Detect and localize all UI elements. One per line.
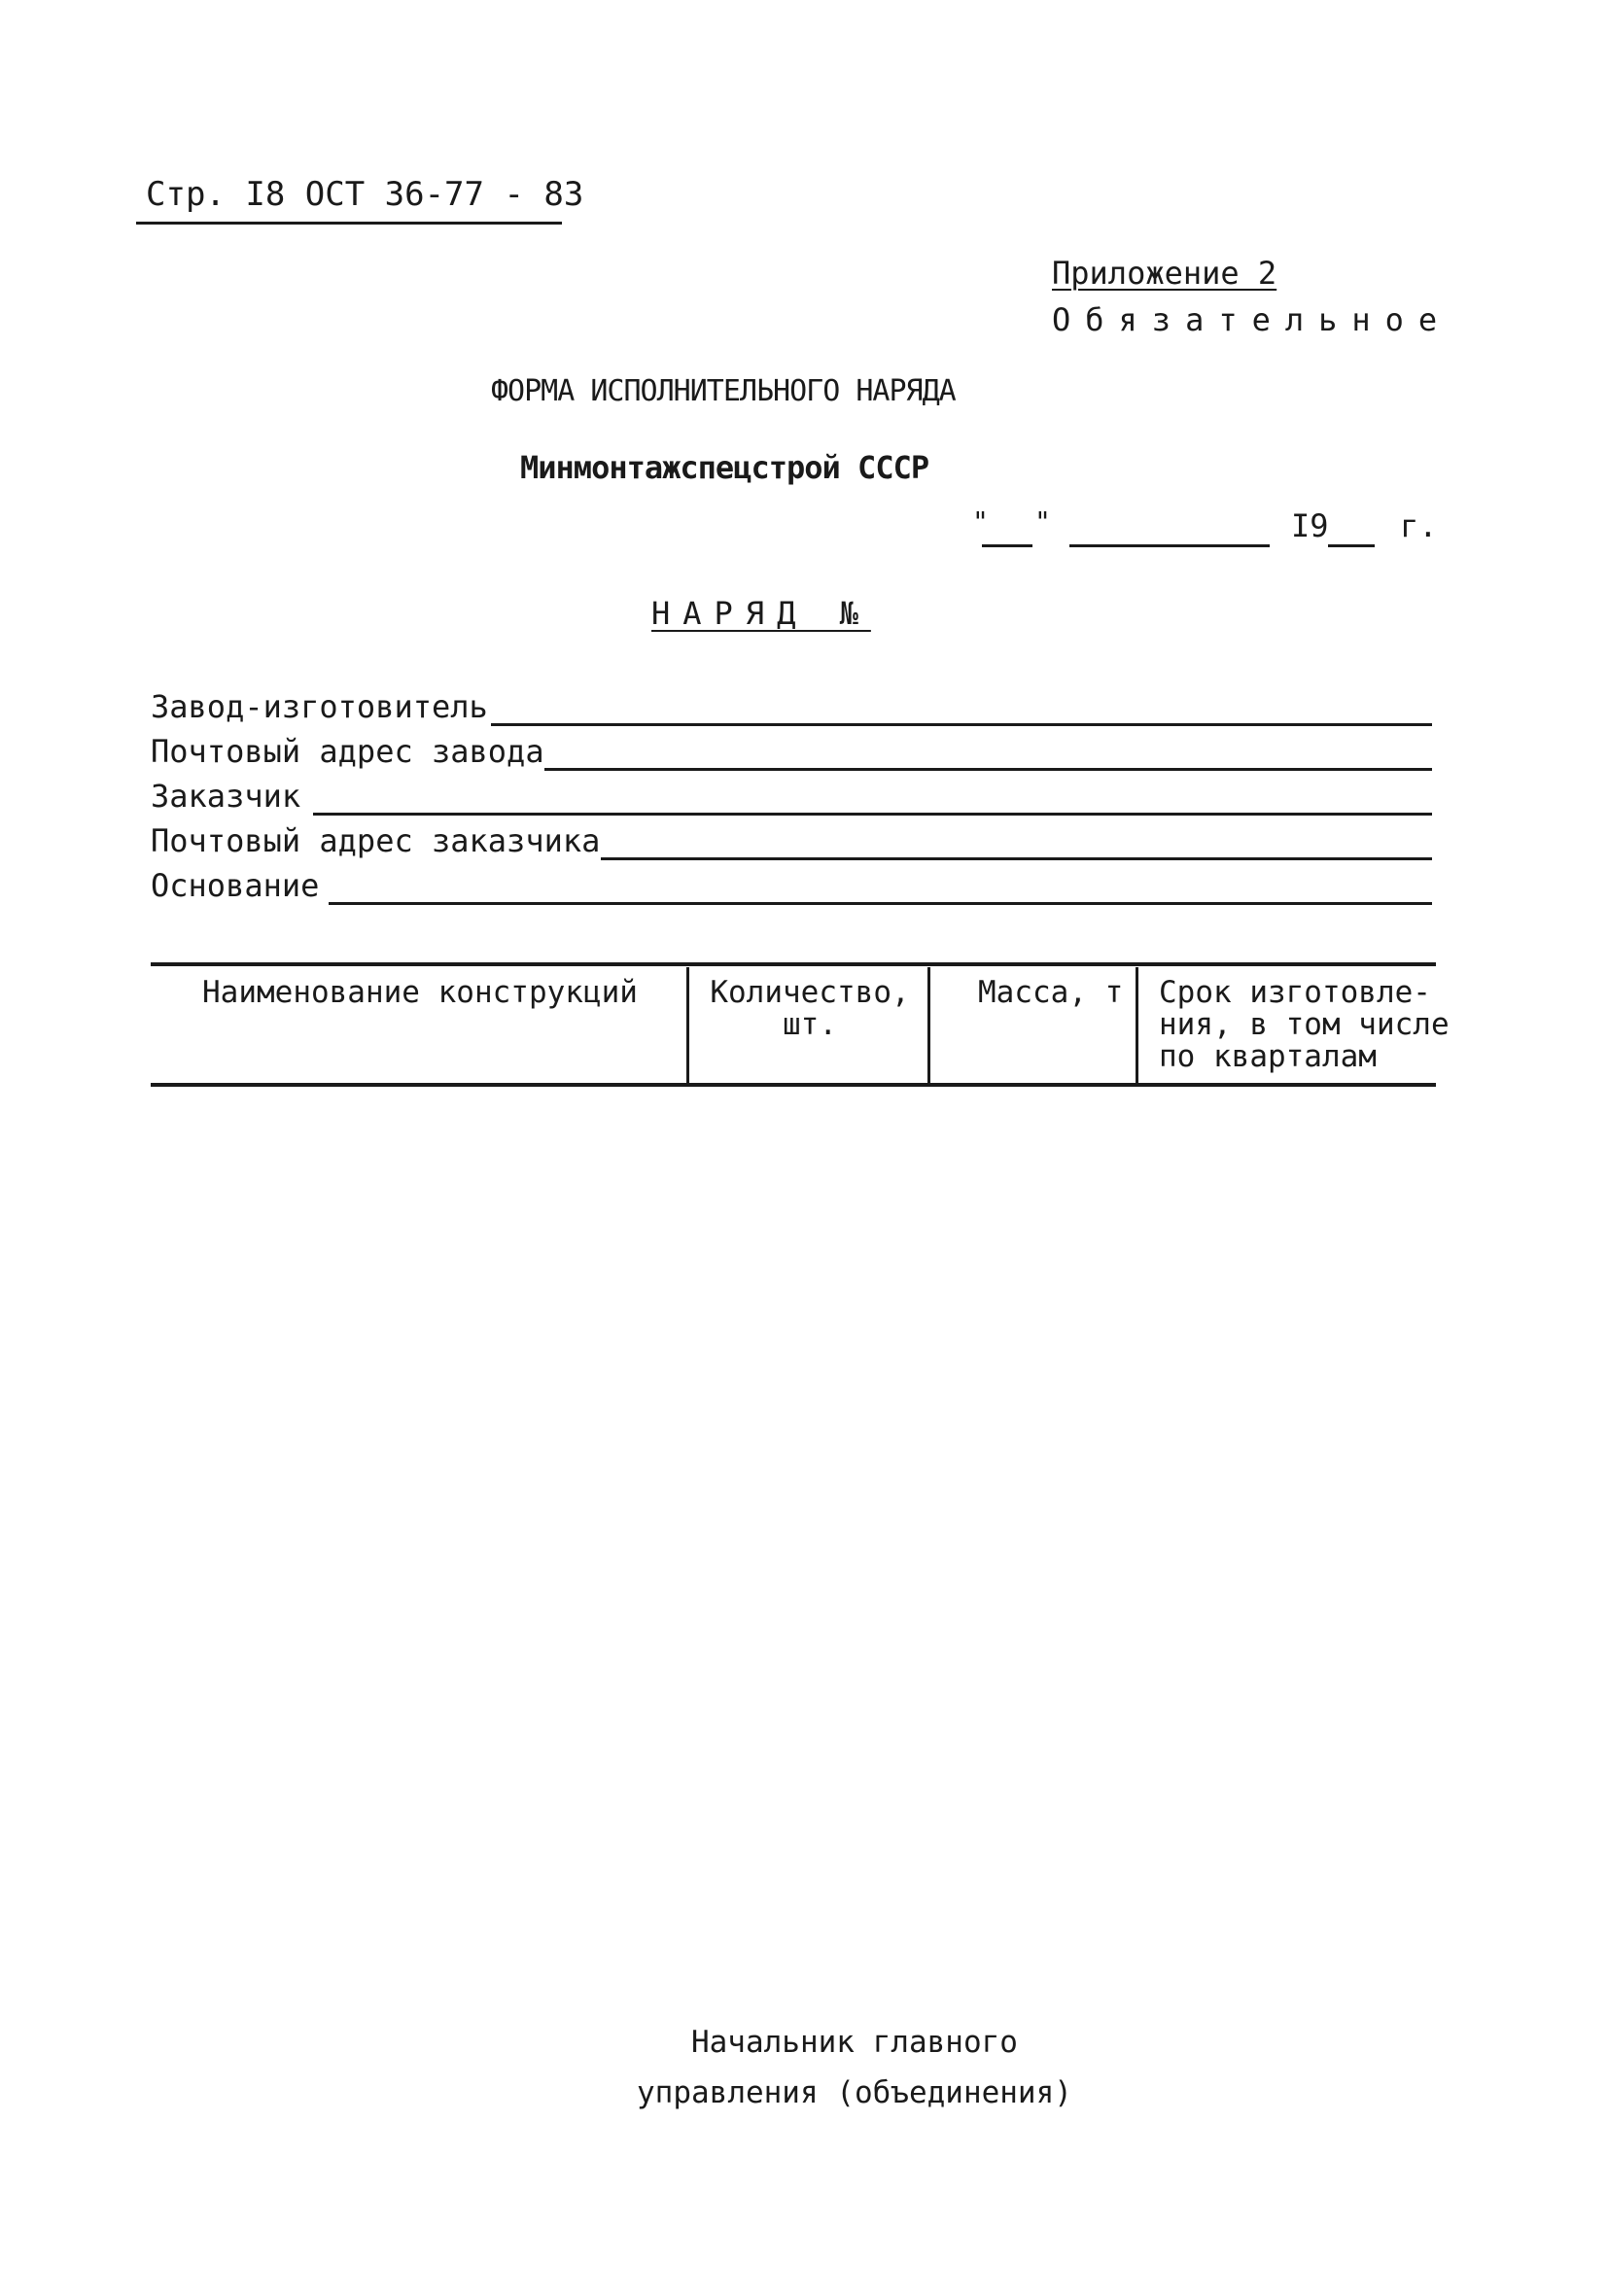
field-label-manufacturer: Завод-изготовитель xyxy=(151,688,488,725)
field-label-plant-address: Почтовый адрес завода xyxy=(151,733,544,770)
field-label-basis: Основание xyxy=(151,867,320,904)
appendix-status: Обязательное xyxy=(1052,301,1452,338)
field-blank-customer[interactable] xyxy=(313,813,1432,816)
table-header-quantity-line2: шт. xyxy=(783,1007,837,1042)
field-blank-basis[interactable] xyxy=(329,902,1432,905)
field-blank-customer-address[interactable] xyxy=(601,857,1432,860)
page-header-rule xyxy=(136,222,562,225)
table-header-mass: Масса, т xyxy=(978,975,1124,1010)
table-header-term-line3: по кварталам xyxy=(1159,1039,1377,1074)
field-label-customer-address: Почтовый адрес заказчика xyxy=(151,822,601,859)
table-header-quantity-line1: Количество, xyxy=(710,975,910,1010)
ministry-name: Минмонтажспецстрой СССР xyxy=(520,449,929,486)
field-blank-manufacturer[interactable] xyxy=(491,723,1432,726)
date-year-prefix: I9 xyxy=(1291,507,1329,544)
order-title: НАРЯД № xyxy=(651,595,871,632)
date-month-blank[interactable] xyxy=(1069,544,1270,547)
date-quote-open: " xyxy=(972,505,989,538)
form-title: ФОРМА ИСПОЛНИТЕЛЬНОГО НАРЯДА xyxy=(491,374,956,408)
table-bottom-rule xyxy=(151,1083,1436,1087)
table-divider xyxy=(686,967,689,1086)
page-header: Стр. I8 ОСТ 36-77 - 83 xyxy=(146,175,584,214)
table-header-quantity xyxy=(692,977,927,1041)
field-blank-plant-address[interactable] xyxy=(544,768,1432,771)
table-header-term xyxy=(1159,977,1450,1073)
table-divider xyxy=(1136,967,1138,1086)
signature-title-line2: управления (объединения) xyxy=(637,2075,1072,2110)
field-label-customer: Заказчик xyxy=(151,778,301,815)
date-year-blank[interactable] xyxy=(1328,544,1375,547)
table-header-term-line1: Срок изготовле- xyxy=(1159,975,1431,1010)
signature-title-line1: Начальник главного xyxy=(690,2025,1018,2060)
table-header-name: Наименование конструкций xyxy=(202,975,638,1010)
date-day-blank[interactable] xyxy=(982,544,1032,547)
table-top-rule xyxy=(151,962,1436,966)
table-header-term-line2: ния, в том числе xyxy=(1159,1007,1450,1042)
date-year-suffix: г. xyxy=(1400,507,1438,544)
appendix-title: Приложение 2 xyxy=(1052,255,1277,292)
table-divider xyxy=(927,967,930,1086)
date-quote-close: " xyxy=(1034,505,1051,538)
signature-block xyxy=(637,2017,1072,2118)
